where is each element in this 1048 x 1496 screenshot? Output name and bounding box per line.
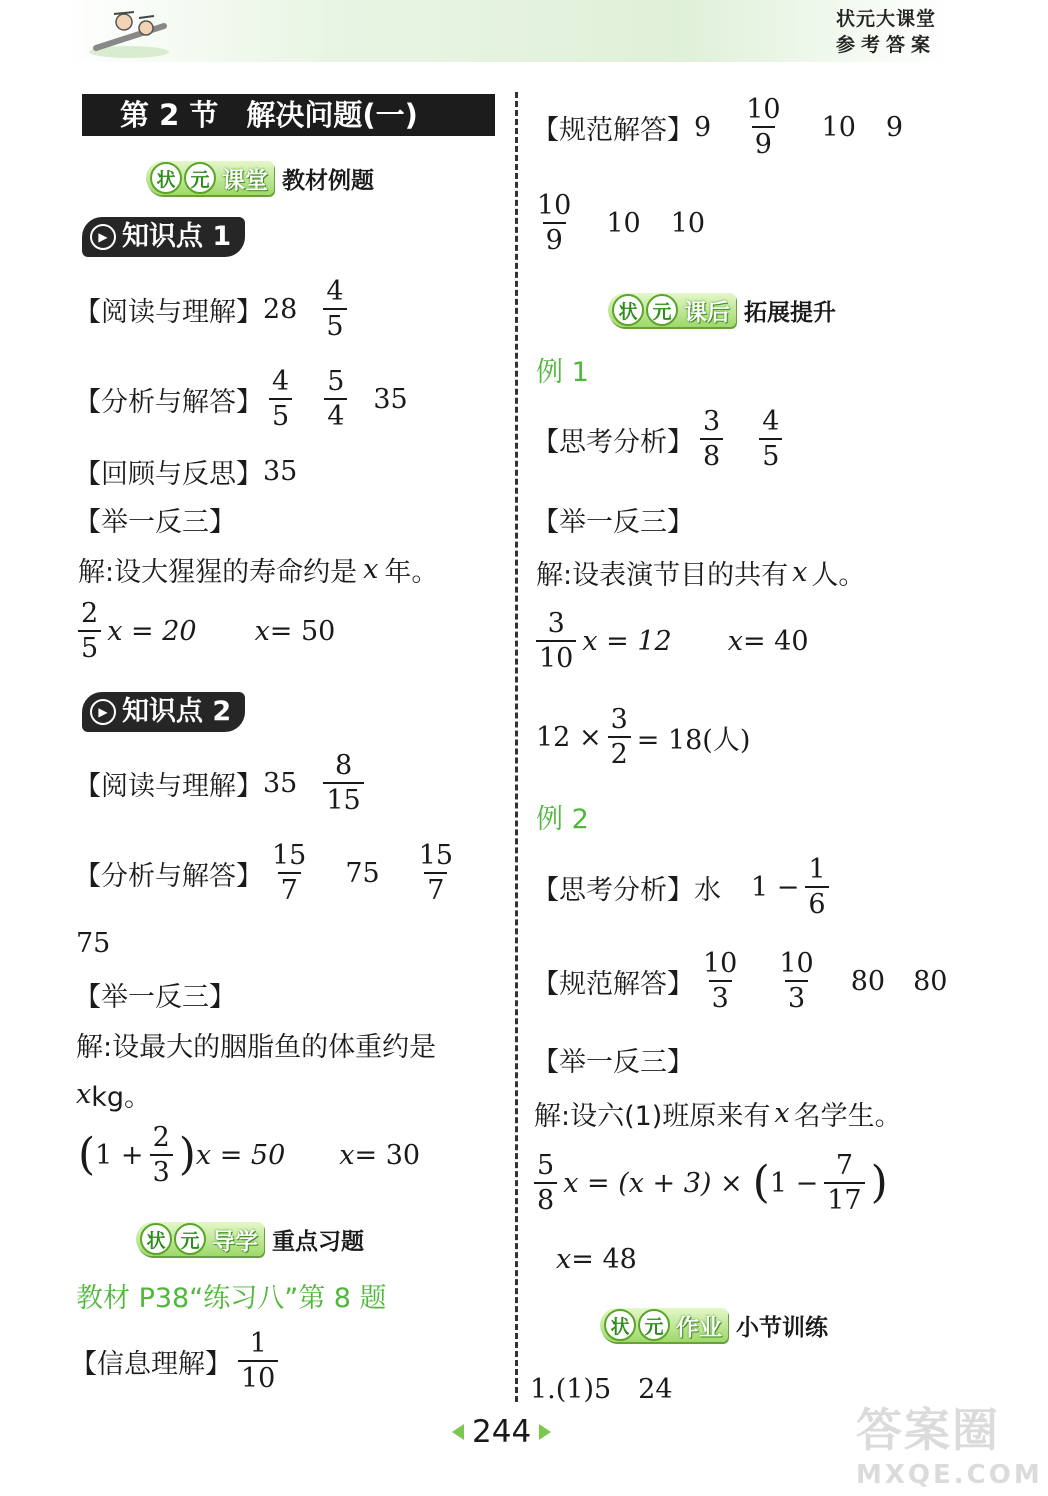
ex2-practice-text: 解:设六(1)班原来有 x 名学生。 <box>534 1098 902 1132</box>
fraction: $\frac{10}{3}$ <box>703 948 738 1014</box>
answer-label: 【阅读与理解】 <box>74 770 263 802</box>
watermark: 答案圈 MXQE.COM <box>856 1403 1043 1490</box>
fraction: $\frac{10}{9}$ <box>537 190 572 256</box>
answer-label: 【规范解答】 <box>532 968 694 1000</box>
banner-circle: 元 <box>646 294 678 326</box>
info-row <box>70 1330 284 1392</box>
kp2-practice-label: 【举一反三】 <box>74 982 236 1013</box>
fraction: $\frac{4}{5}$ <box>323 278 346 340</box>
ex2-think-row: 【思考分析】 水 1 − $\frac{1}{6}$ <box>532 856 835 918</box>
ex2-standard-row: 【规范解答】 $\frac{10}{3}$ $\frac{10}{3}$ 80 80 <box>532 948 948 1014</box>
fraction: $\frac{2}{3}$ <box>150 1124 173 1186</box>
banner-pill <box>608 293 736 327</box>
banner-zuoye <box>600 1305 828 1345</box>
page-number: 244 <box>452 1414 551 1450</box>
kp2-extra-value: 75 <box>76 928 111 959</box>
banner-circle: 元 <box>184 162 216 194</box>
kp2-read-row <box>74 752 370 814</box>
answer-value: 35 <box>263 456 298 487</box>
brand-line-1: 状元大课堂 <box>835 8 936 30</box>
example-1-title: 例 1 <box>536 357 589 388</box>
answer-value: 28 <box>263 293 298 325</box>
fraction: $\frac{5}{8}$ <box>534 1152 557 1214</box>
answer-label: 【分析与解答】 <box>74 386 263 418</box>
play-circle-icon: ▶ <box>90 224 116 250</box>
banner-side-text: 小节训练 <box>736 1314 828 1341</box>
banner-pill <box>146 161 274 195</box>
ex2-equation-2: x = 48 <box>556 1244 637 1275</box>
ex1-equation-2: 12 × $\frac{3}{2}$ = 18(人) <box>536 704 751 770</box>
answer-value: 35 <box>373 383 408 415</box>
fraction: $\frac{3}{8}$ <box>700 408 723 470</box>
ex2-equation-1: $\frac{5}{8}$ x = (x + 3) × ( 1 − $\frac{7}{17}$ ) <box>528 1152 888 1214</box>
knowledge-point-2-badge <box>82 692 245 732</box>
answer-label: 【阅读与理解】 <box>74 296 263 328</box>
fraction: $\frac{10}{9}$ <box>746 94 781 160</box>
banner-side-text: 教材例题 <box>282 167 374 194</box>
fraction: $\frac{3}{10}$ <box>536 610 576 672</box>
section-number: 第 2 节 <box>120 98 219 132</box>
standard-answer-row: 【规范解答】 9 $\frac{10}{9}$ 10 9 <box>532 94 904 160</box>
answer-value: 35 <box>263 767 298 799</box>
banner-circle: 状 <box>150 162 182 194</box>
banner-tail: 导学 <box>212 1228 258 1255</box>
section-title-bar <box>82 94 495 136</box>
banner-circle: 元 <box>638 1309 670 1341</box>
fraction: $\frac{8}{15}$ <box>323 752 363 814</box>
kp2-analysis-row <box>74 842 462 904</box>
fraction: $\frac{1}{10}$ <box>238 1330 278 1392</box>
fraction: $\frac{7}{17}$ <box>824 1152 864 1214</box>
kids-illustration-icon <box>84 4 174 62</box>
kp1-equation: $\frac{2}{5}$ x = 20 x = 50 <box>72 600 335 662</box>
kp2-practice-text: 解:设最大的胭脂鱼的体重约是 <box>76 1032 437 1063</box>
banner-circle: 状 <box>604 1309 636 1341</box>
ex1-think-row <box>532 408 788 470</box>
arrow-left-icon <box>452 1424 464 1440</box>
answer-label: 【思考分析】 <box>532 426 694 458</box>
banner-circle: 状 <box>612 294 644 326</box>
brand-line-2: 参考答案 <box>835 34 936 56</box>
answer-label: 【规范解答】 <box>532 114 694 146</box>
kp1-practice-label: 【举一反三】 <box>74 507 236 538</box>
knowledge-point-label: 知识点 2 <box>122 696 232 727</box>
fraction: $\frac{4}{5}$ <box>759 408 782 470</box>
fraction: $\frac{10}{3}$ <box>779 948 814 1014</box>
banner-ketang <box>146 158 374 198</box>
knowledge-point-label: 知识点 1 <box>122 221 232 252</box>
standard-answer-row-2: $\frac{10}{9}$ 10 10 <box>534 192 705 254</box>
banner-pill <box>136 1222 264 1256</box>
kp2-equation: ( 1 + $\frac{2}{3}$ ) x = 50 x = 30 <box>78 1122 421 1188</box>
answer-label: 【分析与解答】 <box>74 860 263 892</box>
textbook-reference: 教材 P38“练习八”第 8 题 <box>76 1283 387 1314</box>
banner-pill <box>600 1308 728 1342</box>
knowledge-point-1-badge <box>82 217 245 257</box>
kp2-practice-text-2: x kg。 <box>76 1079 152 1113</box>
section-title: 解决问题(一) <box>246 98 418 132</box>
header-band <box>60 0 950 62</box>
ex1-practice-text: 解:设表演节目的共有 x 人。 <box>536 557 866 591</box>
answer-value: 75 <box>345 857 380 889</box>
banner-tail: 课堂 <box>222 167 268 194</box>
banner-side-text: 拓展提升 <box>744 299 836 326</box>
answer-label: 【思考分析】 <box>532 874 694 906</box>
fraction: $\frac{4}{5}$ <box>269 368 292 430</box>
kp1-review-row <box>74 452 297 491</box>
column-divider <box>515 92 518 1402</box>
answer-label: 【回顾与反思】 <box>74 459 263 490</box>
ex1-equation-1: $\frac{3}{10}$ x = 12 x = 40 <box>530 610 809 672</box>
fraction: $\frac{15}{7}$ <box>418 840 454 906</box>
banner-circle: 状 <box>140 1223 172 1255</box>
kp1-analysis-row <box>74 368 408 430</box>
banner-kehou <box>608 290 836 330</box>
banner-side-text: 重点习题 <box>272 1228 364 1255</box>
ex2-practice-label: 【举一反三】 <box>532 1047 694 1078</box>
banner-daoxue <box>136 1219 364 1259</box>
kp1-read-row <box>74 278 353 340</box>
brand-title <box>836 6 936 58</box>
banner-tail: 作业 <box>676 1314 722 1341</box>
play-circle-icon: ▶ <box>90 699 116 725</box>
ex1-practice-label: 【举一反三】 <box>532 507 694 538</box>
fraction: $\frac{2}{5}$ <box>78 600 101 662</box>
arrow-right-icon <box>539 1424 551 1440</box>
fraction: $\frac{1}{6}$ <box>805 856 828 918</box>
kp1-practice-text: 解:设大猩猩的寿命约是 x 年。 <box>78 554 439 588</box>
question-1-answer: 1.(1)5 24 <box>530 1374 673 1405</box>
fraction: $\frac{3}{2}$ <box>608 706 631 768</box>
answer-label: 【信息理解】 <box>70 1348 232 1380</box>
banner-circle: 元 <box>174 1223 206 1255</box>
banner-tail: 课后 <box>684 299 730 326</box>
fraction: $\frac{15}{7}$ <box>272 840 307 906</box>
example-2-title: 例 2 <box>536 804 589 835</box>
fraction: $\frac{5}{4}$ <box>324 368 347 430</box>
